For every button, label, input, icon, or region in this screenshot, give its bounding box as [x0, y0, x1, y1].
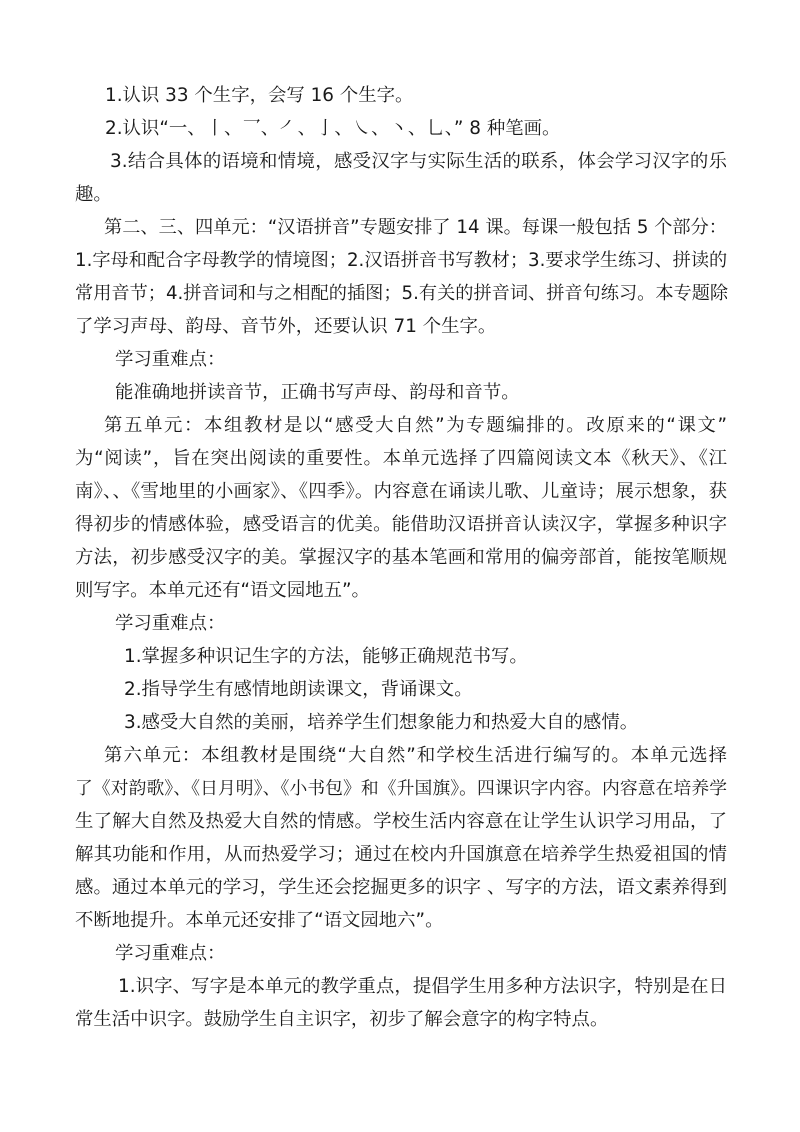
text-line: 为“阅读”，旨在突出阅读的重要性。本单元选择了四篇阅读文本《秋天》、《江: [75, 448, 727, 469]
section-heading: 学习重难点：: [115, 613, 226, 634]
text-line: 第二、三、四单元：“汉语拼音”专题安排了 14 课。每课一般包括 5 个部分：: [104, 217, 727, 238]
text-line: 2.指导学生有感情地朗读课文，背诵课文。: [124, 679, 473, 700]
text-line: 1.字母和配合字母教学的情境图；2.汉语拼音书写教材；3.要求学生练习、拼读的: [75, 250, 728, 271]
text-line: 了学习声母、韵母、音节外，还要认识 71 个生字。: [75, 316, 497, 337]
text-line: 则写字。本单元还有“语文园地五”。: [75, 580, 370, 601]
text-line: 能准确地拼读音节，正确书写声母、韵母和音节。: [115, 382, 520, 403]
text-line: 方法，初步感受汉字的美。掌握汉字的基本笔画和常用的偏旁部首，能按笔顺规: [75, 547, 727, 568]
text-line: 3.感受大自然的美丽，培养学生们想象能力和热爱大自的感情。: [124, 712, 639, 733]
text-line: 得初步的情感体验，感受语言的优美。能借助汉语拼音认读汉字，掌握多种识字: [75, 514, 727, 535]
section-heading: 学习重难点：: [115, 943, 226, 964]
text-line: 常生活中识字。鼓励学生自主识字，初步了解会意字的构字特点。: [75, 1009, 609, 1030]
text-line: 解其功能和作用，从而热爱学习；通过在校内升国旗意在培养学生热爱祖国的情: [75, 844, 727, 865]
section-heading: 学习重难点：: [115, 349, 226, 370]
text-line: 趣。: [75, 184, 112, 205]
document-page: [75, 0, 727, 1132]
text-line: 第五单元：本组教材是以“感受大自然”为专题编排的。改原来的“课文”: [104, 415, 727, 436]
text-line: 1.识字、写字是本单元的教学重点，提倡学生用多种方法识字，特别是在日: [118, 976, 727, 997]
text-line: 1.掌握多种识记生字的方法，能够正确规范书写。: [124, 646, 528, 667]
text-line: 不断地提升。本单元还安排了“语文园地六”。: [75, 910, 444, 931]
text-line: 感。通过本单元的学习，学生还会挖掘更多的识字 、写字的方法，语文素养得到: [75, 877, 727, 898]
text-line: 2.认识“一、丨、乛、㇒、亅、㇏、丶、乚、” 8 种笔画。: [105, 118, 561, 139]
text-line: 第六单元：本组教材是围绕“大自然”和学校生活进行编写的。本单元选择: [104, 745, 727, 766]
text-line: 3.结合具体的语境和情境，感受汉字与实际生活的联系，体会学习汉字的乐: [110, 151, 727, 172]
text-line: 1.认识 33 个生字，会写 16 个生字。: [105, 85, 414, 106]
text-line: 南》、、《雪地里的小画家》、《四季》。内容意在诵读儿歌、儿童诗；展示想象，获: [75, 481, 727, 502]
text-line: 生了解大自然及热爱大自然的情感。学校生活内容意在让学生认识学习用品，了: [75, 811, 727, 832]
text-line: 了《对韵歌》、《日月明》、《小书包》和《升国旗》。四课识字内容。内容意在培养学: [75, 778, 727, 799]
text-line: 常用音节；4.拼音词和与之相配的插图；5.有关的拼音词、拼音句练习。本专题除: [75, 283, 729, 304]
